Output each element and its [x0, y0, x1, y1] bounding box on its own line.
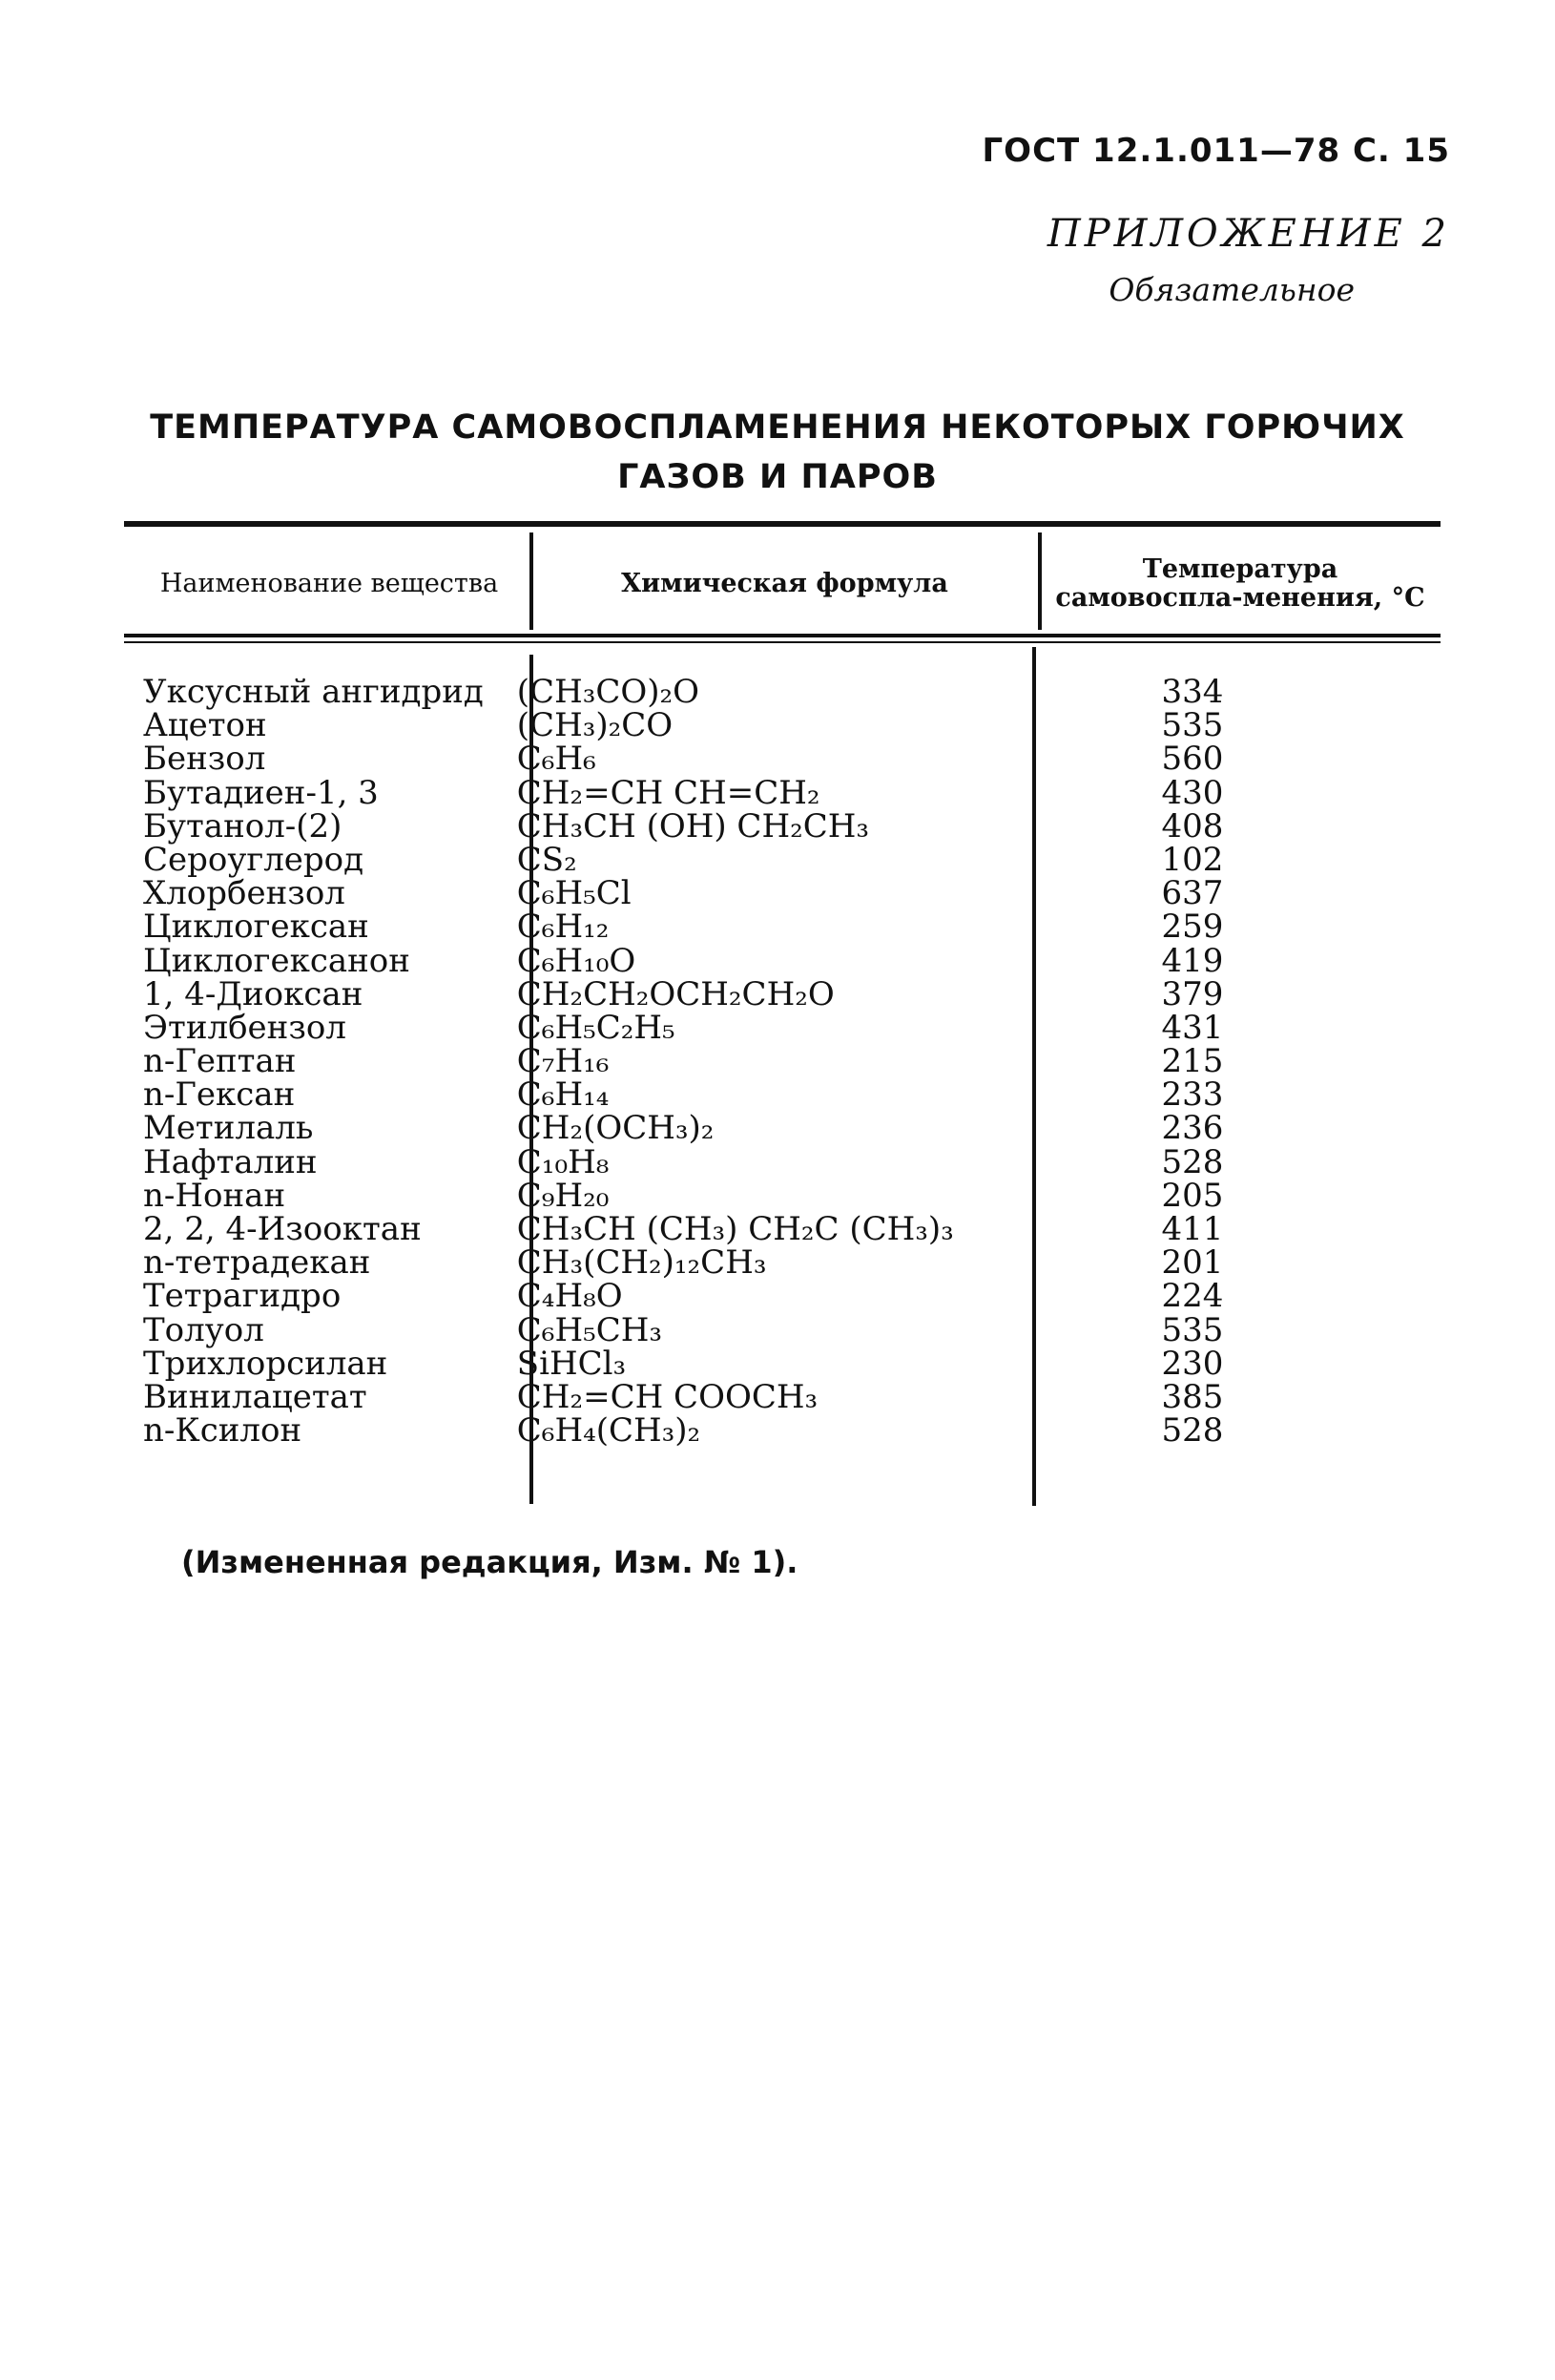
chemical-formula: (CH₃CO)₂O	[516, 673, 700, 711]
table-row	[143, 840, 1345, 879]
substance-name: n-Нонан	[143, 1176, 286, 1215]
substance-name: n-Ксилон	[143, 1411, 302, 1451]
table-row	[143, 673, 1345, 711]
ignition-temperature: 430	[1161, 773, 1224, 812]
ignition-temperature: 419	[1161, 941, 1224, 980]
table-row	[143, 1243, 1345, 1283]
ignition-temperature: 205	[1161, 1176, 1224, 1215]
chemical-formula: C₆H₅C₂H₅	[516, 1008, 675, 1047]
column-header-temperature: Температура самовоспла-менения, °С	[1055, 554, 1425, 613]
table-body	[143, 673, 1345, 1451]
chemical-formula: C₆H₁₀O	[516, 941, 636, 980]
chemical-formula: C₉H₂₀	[516, 1176, 610, 1215]
ignition-temperature: 431	[1161, 1008, 1224, 1047]
chemical-formula: C₄H₈O	[516, 1277, 623, 1316]
column-divider	[1038, 532, 1042, 630]
ignition-temperature: 408	[1161, 806, 1224, 846]
substance-name: 1, 4-Диоксан	[143, 974, 363, 1013]
substance-name: 2, 2, 4-Изооктан	[143, 1210, 422, 1248]
ignition-temperature: 528	[1161, 1142, 1224, 1181]
chemical-formula: C₇H₁₆	[516, 1042, 610, 1081]
chemical-formula: CH₃CH (CH₃) CH₂C (CH₃)₃	[516, 1210, 954, 1248]
ignition-temperature: 233	[1161, 1075, 1224, 1115]
table-row	[143, 1109, 1345, 1148]
chemical-formula: SiHCl₃	[516, 1344, 627, 1383]
ignition-temperature: 379	[1161, 974, 1224, 1013]
chemical-formula: C₁₀H₈	[516, 1142, 610, 1181]
chemical-formula: CH₂CH₂OCH₂CH₂O	[516, 974, 835, 1013]
table-row	[143, 1411, 1345, 1451]
substance-name: Уксусный ангидрид	[143, 673, 484, 711]
table-row	[143, 1008, 1345, 1047]
substance-name: n-тетрадекан	[143, 1243, 371, 1283]
table-row	[143, 706, 1345, 745]
substance-name: Циклогексан	[143, 908, 369, 947]
ignition-temperature: 637	[1161, 874, 1224, 913]
substance-name: Сероуглерод	[143, 840, 364, 879]
chemical-formula: CH₂=CH CH=CH₂	[516, 773, 820, 812]
substance-name: Хлорбензол	[143, 874, 345, 913]
ignition-temperature: 224	[1161, 1277, 1224, 1316]
ignition-temperature: 528	[1161, 1411, 1224, 1451]
substance-name: Трихлорсилан	[143, 1344, 388, 1383]
ignition-temperature: 411	[1161, 1210, 1224, 1248]
table-row	[143, 1377, 1345, 1416]
chemical-formula: C₆H₆	[516, 740, 596, 779]
chemical-formula: C₆H₅Cl	[516, 874, 632, 913]
table-header-rule-thin	[124, 641, 1441, 643]
table-row	[143, 740, 1345, 779]
title-line-1: ТЕМПЕРАТУРА САМОВОСПЛАМЕНЕНИЯ НЕКОТОРЫХ ГОРЮЧИХ	[150, 408, 1405, 447]
substance-name: Нафталин	[143, 1142, 318, 1181]
substance-name: Циклогексанон	[143, 941, 410, 980]
substance-name: Бутадиен-1, 3	[143, 773, 379, 812]
chemical-formula: C₆H₁₂	[516, 908, 610, 947]
table-row	[143, 1344, 1345, 1383]
chemical-formula: CS₂	[516, 840, 577, 879]
table-row	[143, 1277, 1345, 1316]
table-row	[143, 1042, 1345, 1081]
ignition-temperature: 560	[1161, 740, 1224, 779]
appendix-status: Обязательное	[1109, 271, 1355, 308]
title-line-2: ГАЗОВ И ПАРОВ	[617, 458, 938, 496]
substance-name: Ацетон	[143, 706, 267, 745]
substance-name: Винилацетат	[143, 1377, 367, 1416]
chemical-formula: C₆H₄(CH₃)₂	[516, 1411, 701, 1451]
ignition-temperature: 535	[1161, 706, 1224, 745]
page-title	[114, 403, 1441, 502]
chemical-formula: C₆H₅CH₃	[516, 1310, 663, 1349]
table-row	[143, 1142, 1345, 1181]
table-header-rule	[124, 634, 1441, 637]
document-reference: ГОСТ 12.1.011—78 С. 15	[982, 132, 1450, 170]
chemical-formula: CH₂(OCH₃)₂	[516, 1109, 715, 1148]
chemical-formula: C₆H₁₄	[516, 1075, 610, 1115]
table-row	[143, 1176, 1345, 1215]
table-row	[143, 874, 1345, 913]
table-top-rule	[124, 521, 1441, 527]
table-row	[143, 908, 1345, 947]
table-row	[143, 974, 1345, 1013]
substance-name: n-Гептан	[143, 1042, 297, 1081]
table-row	[143, 773, 1345, 812]
chemical-formula: CH₃(CH₂)₁₂CH₃	[516, 1243, 767, 1283]
chemical-formula: (CH₃)₂CO	[516, 706, 674, 745]
chemical-formula: CH₃CH (OH) CH₂CH₃	[516, 806, 870, 846]
ignition-temperature: 201	[1161, 1243, 1224, 1283]
table-row	[143, 1210, 1345, 1248]
table-row	[143, 806, 1345, 846]
table-row	[143, 941, 1345, 980]
ignition-temperature: 102	[1161, 840, 1224, 879]
column-header-formula: Химическая формула	[621, 569, 948, 598]
table-row	[143, 1075, 1345, 1115]
ignition-temperature: 236	[1161, 1109, 1224, 1148]
chemical-formula: CH₂=CH COOCH₃	[516, 1377, 819, 1416]
substance-name: Этилбензол	[143, 1008, 346, 1047]
ignition-temperature: 230	[1161, 1344, 1224, 1383]
ignition-temperature: 385	[1161, 1377, 1224, 1416]
ignition-temperature: 535	[1161, 1310, 1224, 1349]
revision-note: (Измененная редакция, Изм. № 1).	[181, 1544, 798, 1580]
ignition-temperature: 334	[1161, 673, 1224, 711]
ignition-temperature: 259	[1161, 908, 1224, 947]
ignition-temperature: 215	[1161, 1042, 1224, 1081]
column-divider	[529, 532, 533, 630]
table-row	[143, 1310, 1345, 1349]
substance-name: Толуол	[143, 1310, 264, 1349]
substance-name: n-Гексан	[143, 1075, 296, 1115]
substance-name: Метилаль	[143, 1109, 314, 1148]
column-header-name: Наименование вещества	[159, 569, 499, 598]
appendix-label: ПРИЛОЖЕНИЕ 2	[1047, 212, 1450, 256]
substance-name: Тетрагидро	[143, 1277, 342, 1316]
substance-name: Бутанол-(2)	[143, 806, 342, 846]
substance-name: Бензол	[143, 740, 266, 779]
